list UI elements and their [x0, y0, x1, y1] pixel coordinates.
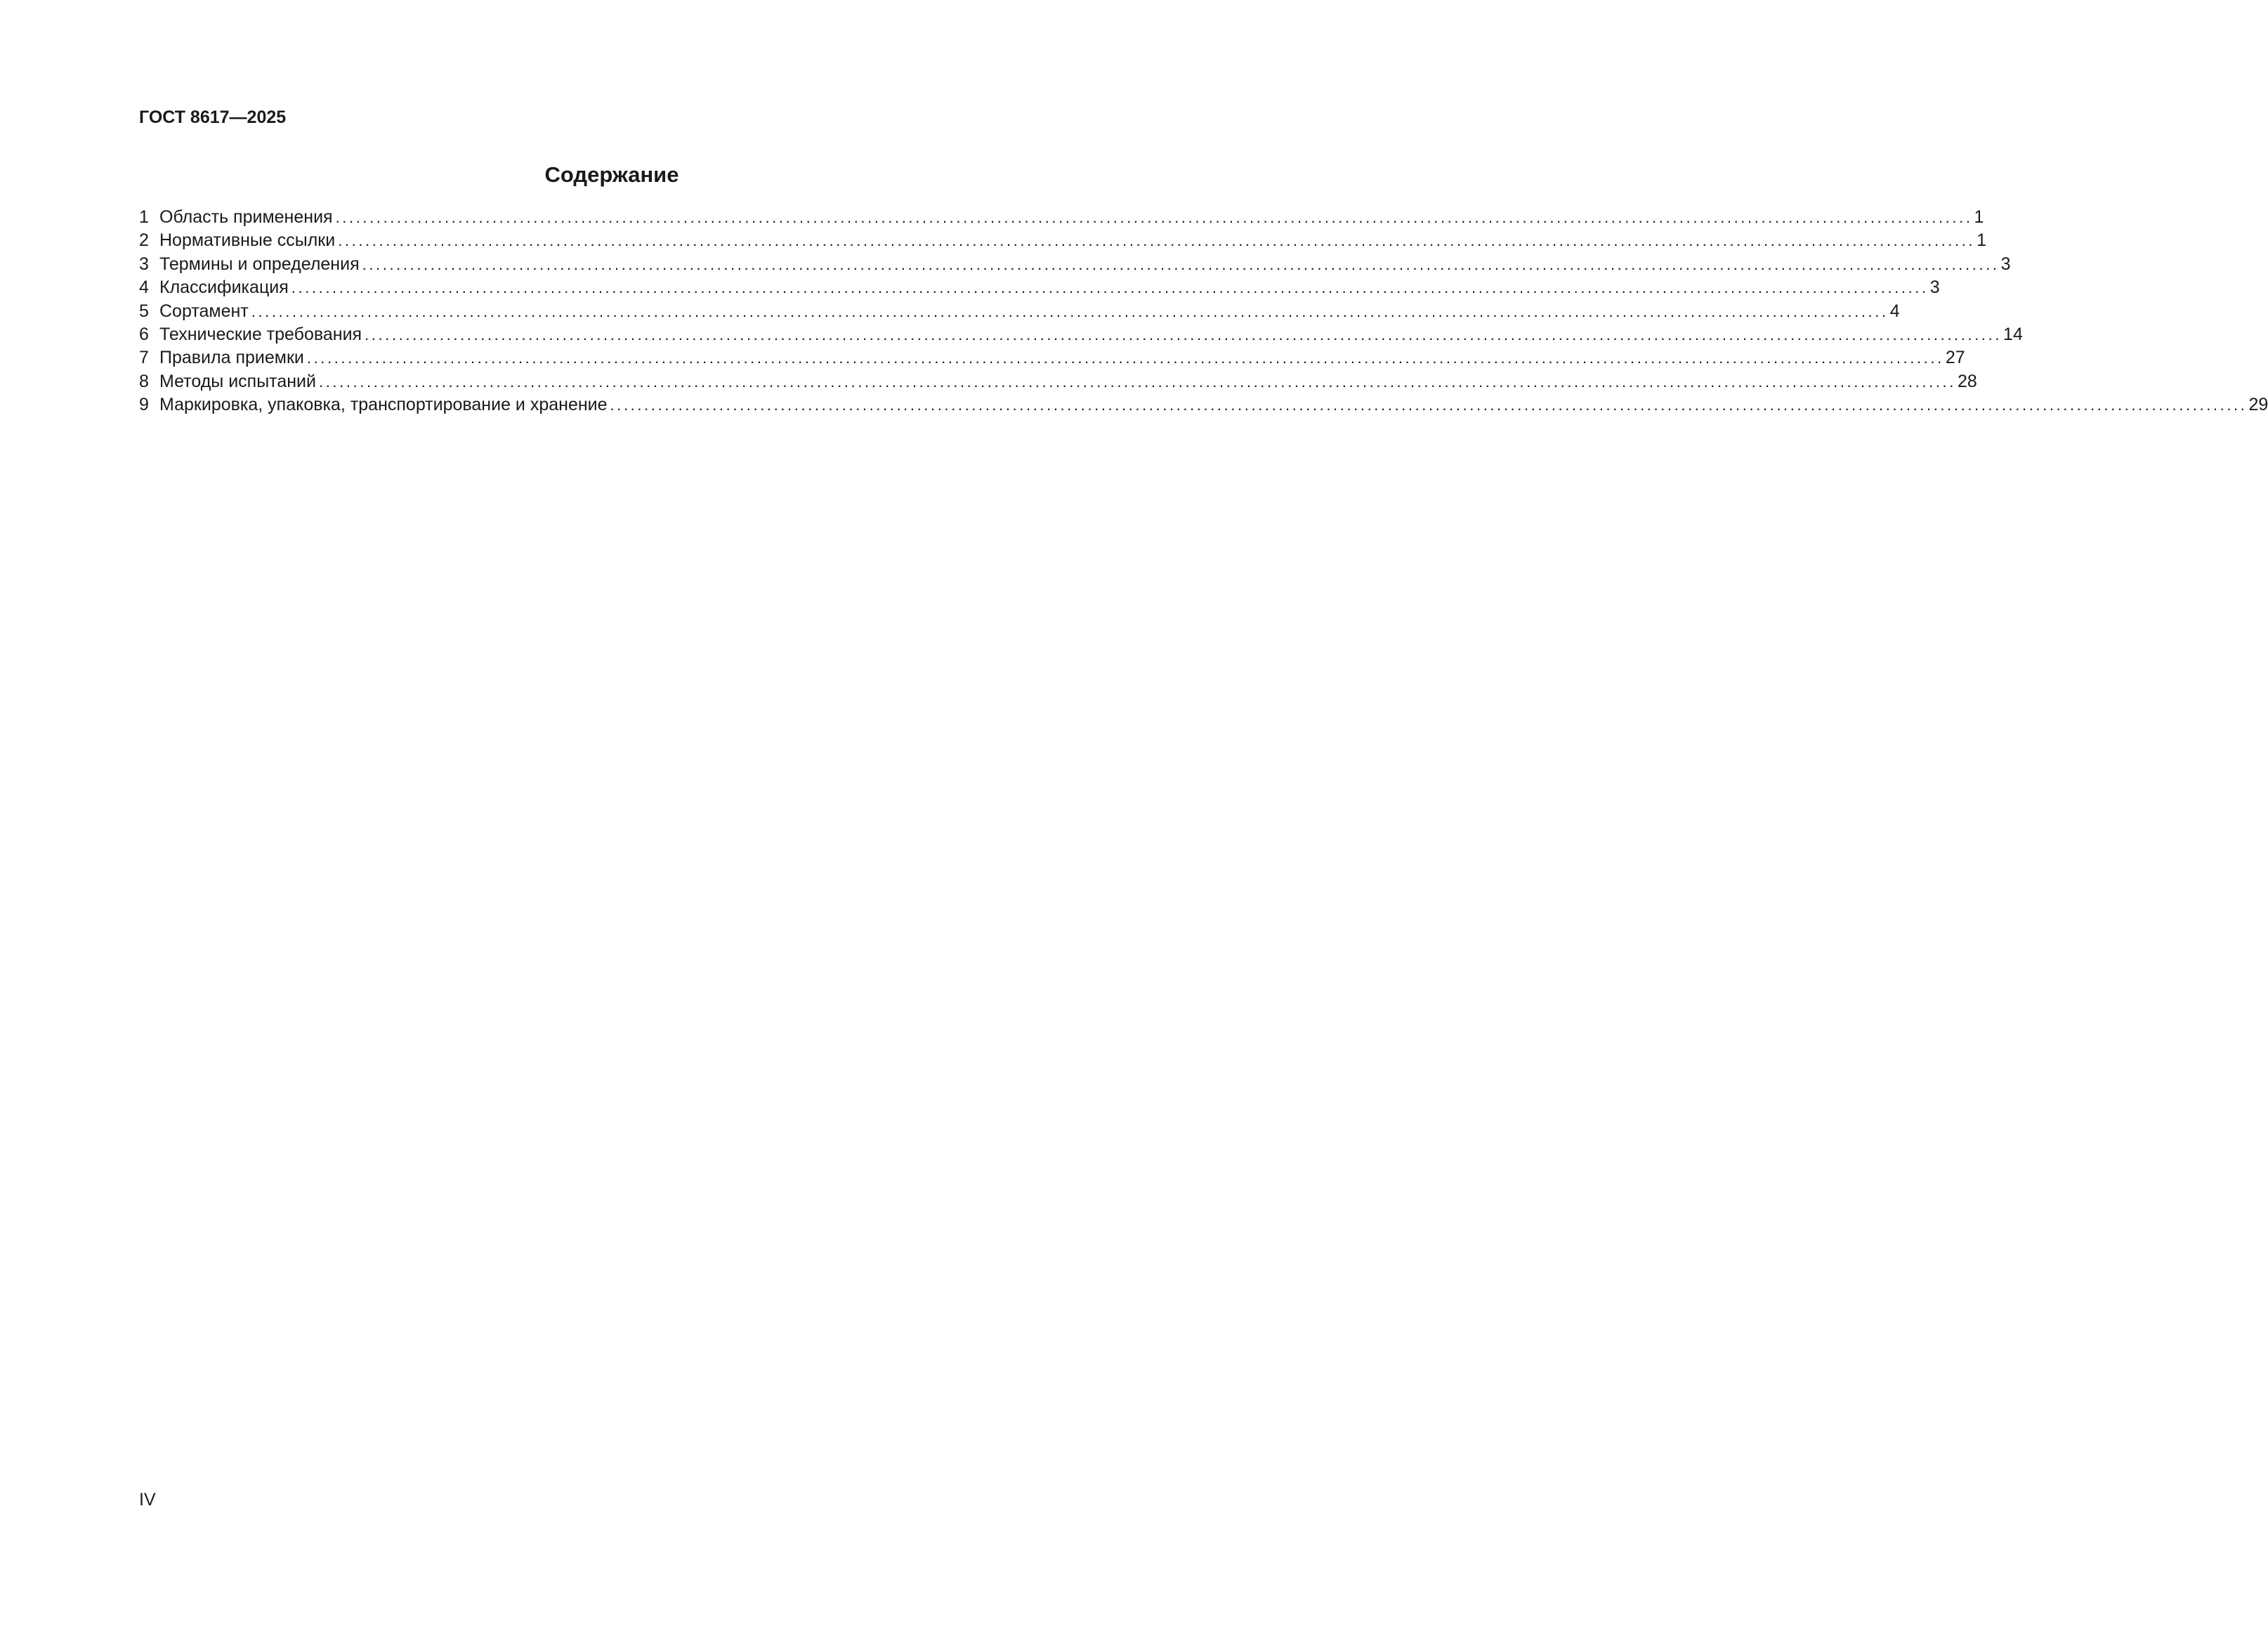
toc-entry[interactable]: [139, 323, 2023, 346]
toc-entry-number: 6: [139, 324, 149, 344]
toc-entry-number: 4: [139, 277, 149, 298]
toc-entry-number: 5: [139, 301, 149, 321]
toc-entry-page: 28: [1957, 371, 1977, 391]
toc-entry-page: 1: [1974, 207, 1984, 227]
toc-entry-number: 2: [139, 230, 149, 251]
toc-entry[interactable]: [139, 393, 2268, 417]
toc-dot-leader: ................................................................................................................................................................................................................................................: [362, 255, 2000, 273]
toc-title: Содержание: [544, 162, 679, 187]
toc-entry-title: Нормативные ссылки: [159, 230, 336, 251]
toc-entry-title: Область применения: [159, 207, 333, 227]
table-of-contents: [139, 206, 2268, 417]
toc-entry[interactable]: [139, 276, 1940, 299]
toc-dot-leader: ................................................................................................................................................................................................................................................: [365, 325, 2002, 343]
document-code: ГОСТ 8617—2025: [139, 107, 287, 127]
toc-entry-title: Классификация: [159, 277, 289, 298]
toc-entry-page: 1: [1977, 230, 1987, 251]
toc-entry-page: 4: [1889, 301, 1900, 321]
toc-entry[interactable]: [139, 370, 1977, 393]
toc-entry-page: 3: [1929, 277, 1940, 298]
toc-entry-title: Правила приемки: [159, 348, 304, 368]
toc-entry-number: 1: [139, 207, 149, 227]
toc-entry-number: 3: [139, 254, 149, 274]
toc-entry[interactable]: [139, 206, 1984, 229]
toc-dot-leader: ................................................................................................................................................................................................................................................: [610, 396, 2248, 414]
page-number: IV: [139, 1490, 156, 1510]
toc-entry[interactable]: [139, 346, 1965, 369]
toc-dot-leader: ................................................................................................................................................................................................................................................: [306, 349, 1944, 367]
toc-entry-number: 8: [139, 371, 149, 391]
toc-entry-title: Термины и определения: [159, 254, 360, 274]
toc-entry-number: 7: [139, 348, 149, 368]
toc-entry-number: 9: [139, 395, 149, 415]
toc-entry-page: 27: [1945, 348, 1965, 368]
toc-dot-leader: ................................................................................................................................................................................................................................................: [335, 209, 1973, 226]
toc-entry[interactable]: [139, 229, 1987, 252]
toc-dot-leader: ................................................................................................................................................................................................................................................: [251, 302, 1889, 320]
toc-entry[interactable]: [139, 253, 2011, 276]
toc-entry-page: 3: [2000, 254, 2011, 274]
toc-entry-title: Сортамент: [159, 301, 249, 321]
toc-dot-leader: ................................................................................................................................................................................................................................................: [338, 232, 1976, 250]
toc-entry[interactable]: [139, 300, 1900, 323]
toc-entry-title: Маркировка, упаковка, транспортирование и хранение: [159, 395, 608, 415]
toc-dot-leader: ................................................................................................................................................................................................................................................: [319, 372, 1956, 391]
toc-entry-page: 29: [2248, 395, 2268, 415]
toc-entry-page: 14: [2003, 324, 2023, 344]
toc-entry-title: Методы испытаний: [159, 371, 316, 391]
toc-dot-leader: ................................................................................................................................................................................................................................................: [291, 279, 1929, 297]
toc-entry-title: Технические требования: [159, 324, 362, 344]
